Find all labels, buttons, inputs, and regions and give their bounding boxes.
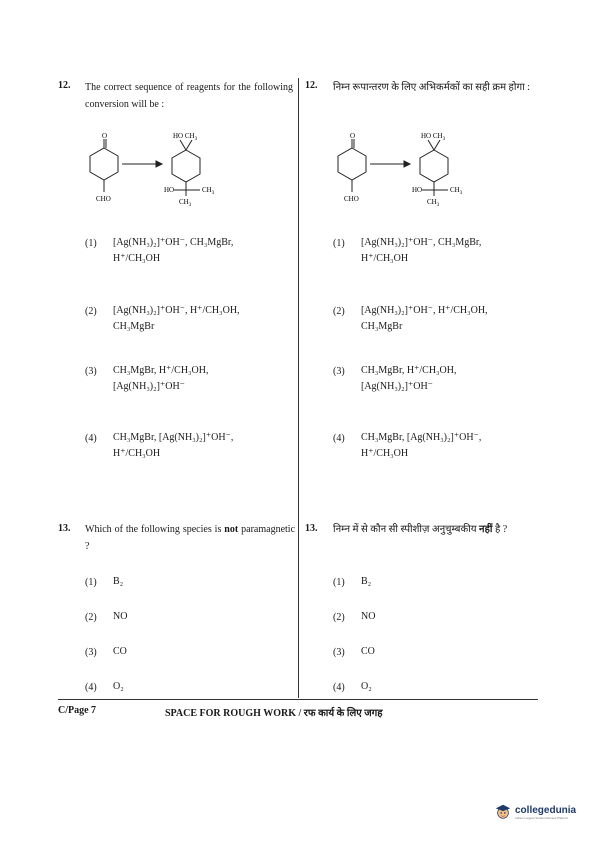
q12-opt3-line1: CH₃MgBr, H⁺/CH₃OH, (113, 365, 209, 376)
q13-opt1-hi[interactable]: B₂ (361, 576, 372, 587)
q13-text-en-pre: Which of the following species is (85, 524, 225, 535)
q12-opt4-num-en[interactable]: (4) (85, 433, 97, 444)
q12-opt2-line1: [Ag(NH₃)₂]⁺OH⁻, H⁺/CH₃OH, (113, 305, 240, 316)
svg-text:O: O (350, 132, 356, 140)
q12-opt4-hi-line1: CH₃MgBr, [Ag(NH₃)₂]⁺OH⁻, (361, 432, 482, 443)
q12-text-en: The correct sequence of reagents for the following conversion will be : (85, 82, 293, 110)
reactant-o-label: O (102, 132, 108, 140)
q13-text-hi-pre: निम्न में से कौन सी स्पीशीज़ अनुचुम्बकीय (333, 524, 480, 535)
q13-opt1-num-hi[interactable]: (1) (333, 577, 345, 588)
q12-opt1-num-hi[interactable]: (1) (333, 238, 345, 249)
q12-opt3-en[interactable] (113, 363, 293, 395)
product-ch3-label: $CH_3$ (202, 186, 215, 196)
q12-opt1-hi[interactable] (361, 235, 541, 267)
q12-number-hi: 12. (305, 80, 318, 91)
q12-opt1-hi-line2: H⁺/CH₃OH (361, 253, 409, 264)
q13-opt2-hi[interactable]: NO (361, 611, 376, 622)
q12-text-hi: निम्न रूपान्तरण के लिए अभिकर्मकों का सही क्रम होगा : (333, 82, 530, 93)
q12-structure-en (82, 130, 232, 210)
logo-text-block (515, 805, 576, 820)
q13-opt3-en[interactable]: CO (113, 646, 127, 657)
q12-opt2-line2: CH₃MgBr (113, 321, 155, 332)
q12-structure-hi (330, 130, 480, 210)
q12-opt4-hi[interactable] (361, 430, 541, 462)
q12-opt2-num-en[interactable]: (2) (85, 306, 97, 317)
q12-opt1-num-en[interactable]: (1) (85, 238, 97, 249)
q13-text-hi-bold: नहीं (479, 524, 493, 535)
q12-opt4-hi-line2: H⁺/CH₃OH (361, 448, 409, 459)
logo-tagline: India's Largest Student Review Platform (515, 815, 569, 820)
q13-opt2-num-hi[interactable]: (2) (333, 612, 345, 623)
reactant-cho-label: CHO (96, 195, 111, 203)
q12-opt2-en[interactable] (113, 303, 293, 335)
q13-opt1-en[interactable]: B₂ (113, 576, 124, 587)
q12-opt3-num-en[interactable]: (3) (85, 366, 97, 377)
svg-text:HO: HO (412, 186, 423, 194)
q12-opt1-en[interactable] (113, 235, 293, 267)
svg-text:CH3: $CH_3$ (450, 186, 463, 196)
collegedunia-logo (494, 803, 576, 821)
q13-text-en (85, 521, 295, 555)
q12-opt4-num-hi[interactable]: (4) (333, 433, 345, 444)
q12-opt4-line1: CH₃MgBr, [Ag(NH₃)₂]⁺OH⁻, (113, 432, 234, 443)
q13-opt2-num-en[interactable]: (2) (85, 612, 97, 623)
logo-name: collegedunia (515, 804, 577, 816)
graduate-mascot-icon (494, 803, 512, 821)
q13-text-hi (333, 521, 545, 538)
svg-text:CH3: $CH_3$ (427, 198, 440, 208)
q12-opt3-hi-line1: CH₃MgBr, H⁺/CH₃OH, (361, 365, 457, 376)
q13-number-en: 13. (58, 523, 71, 534)
q13-text-hi-post: है ? (492, 524, 508, 535)
q12-number-en: 12. (58, 80, 71, 91)
q12-opt3-line2: [Ag(NH₃)₂]⁺OH⁻ (113, 381, 185, 392)
q13-number-hi: 13. (305, 523, 318, 534)
product-ch3-low-label: $CH_3$ (179, 198, 192, 208)
q12-opt3-hi-line2: [Ag(NH₃)₂]⁺OH⁻ (361, 381, 433, 392)
q12-opt2-num-hi[interactable]: (2) (333, 306, 345, 317)
product-ho-ch3-label: HO $CH_3$ (173, 132, 198, 142)
q13-opt4-num-en[interactable]: (4) (85, 682, 97, 693)
q12-opt3-hi[interactable] (361, 363, 541, 395)
q12-opt3-num-hi[interactable]: (3) (333, 366, 345, 377)
page-number: C/Page 7 (58, 705, 97, 716)
q13-opt3-num-en[interactable]: (3) (85, 647, 97, 658)
svg-text:HO CH3: HO $CH_3$ (421, 132, 446, 142)
q13-opt4-hi[interactable]: O₂ (361, 681, 372, 692)
q12-opt4-line2: H⁺/CH₃OH (113, 448, 161, 459)
q13-text-en-bold: not (224, 524, 239, 535)
q13-opt2-en[interactable]: NO (113, 611, 128, 622)
footer-rule (58, 699, 538, 700)
q12-opt2-hi-line1: [Ag(NH₃)₂]⁺OH⁻, H⁺/CH₃OH, (361, 305, 488, 316)
q13-opt3-hi[interactable]: CO (361, 646, 375, 657)
q13-opt4-num-hi[interactable]: (4) (333, 682, 345, 693)
q12-opt1-line1: [Ag(NH₃)₂]⁺OH⁻, CH₃MgBr, (113, 237, 234, 248)
q13-opt4-en[interactable]: O₂ (113, 681, 124, 692)
svg-text:CHO: CHO (344, 195, 359, 203)
column-divider (298, 78, 299, 698)
q12-opt1-hi-line1: [Ag(NH₃)₂]⁺OH⁻, CH₃MgBr, (361, 237, 482, 248)
q12-opt2-hi-line2: CH₃MgBr (361, 321, 403, 332)
q13-text-en-post: paramagnetic ? (85, 524, 296, 552)
q12-opt1-line2: H⁺/CH₃OH (113, 253, 161, 264)
q12-opt2-hi[interactable] (361, 303, 541, 335)
product-ho-label: HO (164, 186, 175, 194)
q13-opt1-num-en[interactable]: (1) (85, 577, 97, 588)
rough-work-label: SPACE FOR ROUGH WORK / रफ कार्य के लिए जगह (165, 708, 383, 719)
q13-opt3-num-hi[interactable]: (3) (333, 647, 345, 658)
q12-opt4-en[interactable] (113, 430, 293, 462)
